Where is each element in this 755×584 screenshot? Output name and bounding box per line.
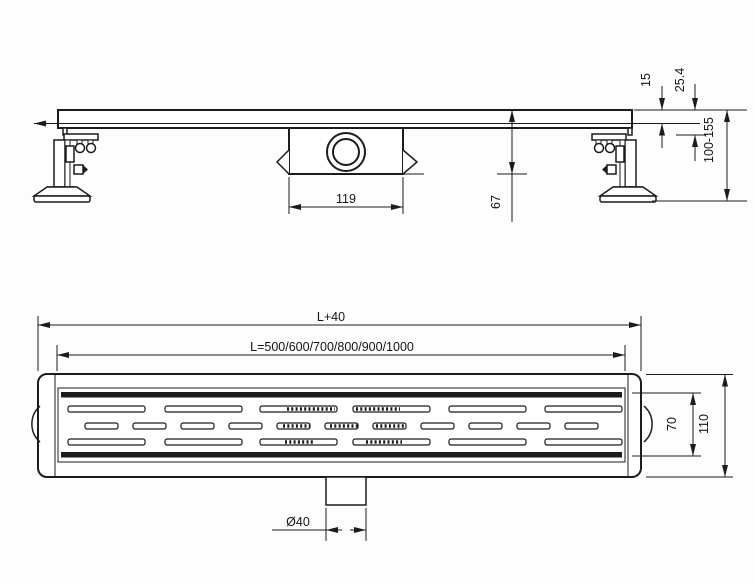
grate-slot — [229, 423, 262, 429]
grate-slot — [449, 439, 526, 445]
foot-base-plate — [34, 196, 90, 202]
grate-slot — [565, 423, 598, 429]
foot-post — [54, 140, 65, 187]
dim-110-label: 110 — [697, 414, 711, 434]
grate-slot — [545, 439, 622, 445]
siphon-trap-body — [277, 128, 424, 174]
grate-slot — [165, 439, 242, 445]
dimension-length-options — [57, 340, 625, 371]
grate-slot — [165, 406, 242, 412]
foot-base-plate — [600, 196, 656, 202]
grate-slot — [421, 423, 454, 429]
dim-119-label: 119 — [336, 192, 356, 206]
dim-outlet-diameter-label: Ø40 — [286, 515, 310, 529]
dimension-trap-width — [289, 177, 403, 214]
grate-slot — [68, 406, 145, 412]
grate-slot — [449, 406, 526, 412]
leveling-knob — [606, 144, 615, 153]
clamp-block — [616, 146, 624, 162]
trap-right-wing — [403, 150, 417, 174]
dim-67-label: 67 — [489, 195, 503, 209]
dim-25-4-label: 25.4 — [673, 67, 687, 93]
grate-slot — [133, 423, 166, 429]
foot-base — [600, 187, 656, 196]
grate-slot — [68, 439, 145, 445]
dim-l40-label: L+40 — [316, 310, 346, 324]
drain-channel-body — [58, 110, 632, 128]
dimension-grate-width — [632, 393, 701, 456]
grate-slot — [353, 439, 430, 445]
right-pipe-socket-arc — [644, 406, 652, 442]
plan-view — [32, 310, 733, 541]
dim-15-label: 15 — [639, 73, 653, 87]
dim-l-series-label: L=500/600/700/800/900/1000 — [250, 340, 414, 354]
dim-100-155-label: 100-155 — [702, 117, 716, 163]
side-screw — [74, 165, 83, 174]
leveling-knob — [76, 144, 85, 153]
side-screw — [607, 165, 616, 174]
dim-70-label: 70 — [665, 417, 679, 431]
left-adjustable-foot — [34, 128, 98, 202]
foot-post — [625, 140, 636, 187]
grate-slot — [469, 423, 502, 429]
clamp-block — [66, 146, 74, 162]
grate-slot — [260, 406, 337, 412]
dimension-height-stack — [634, 68, 747, 201]
foot-base — [34, 187, 90, 196]
bottom-outlet-stub — [272, 477, 366, 541]
leveling-knob — [595, 144, 604, 153]
grate-slot — [545, 406, 622, 412]
right-adjustable-foot — [592, 128, 656, 202]
grate-slot — [85, 423, 118, 429]
side-elevation-view — [34, 68, 747, 222]
dimension-overall-width — [646, 375, 733, 478]
grate-slot — [517, 423, 550, 429]
leveling-knob — [87, 144, 96, 153]
grate-slot — [181, 423, 214, 429]
trap-left-wing — [277, 150, 289, 174]
